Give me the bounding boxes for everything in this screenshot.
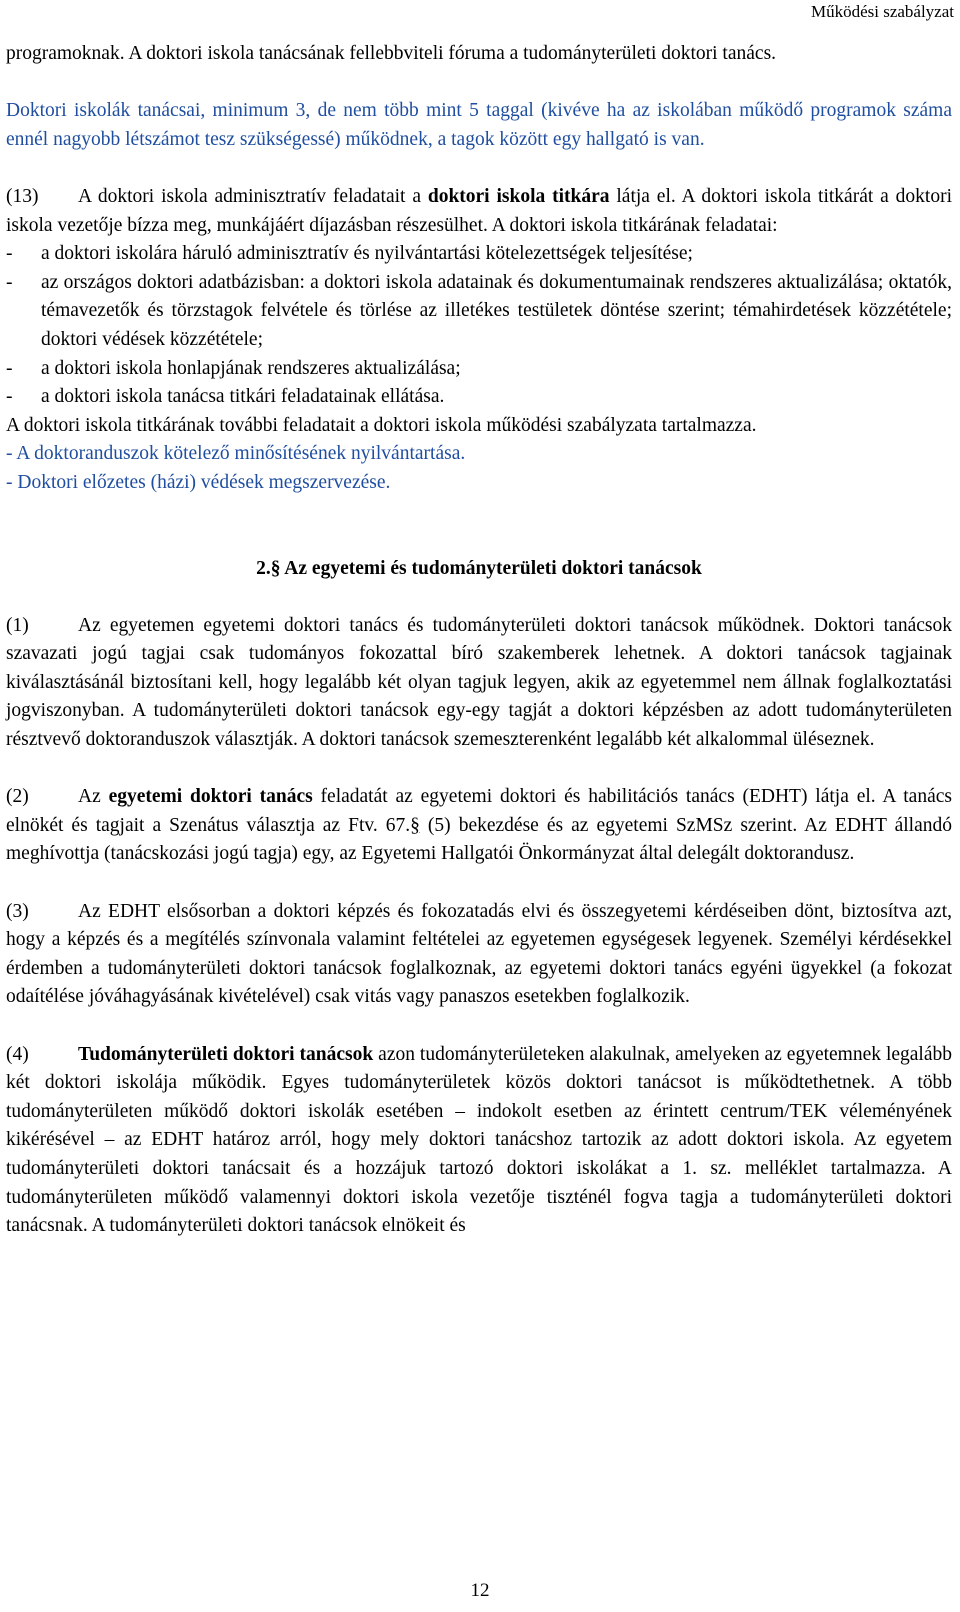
paragraph-text: feladatát az egyetemi doktori és habilitációs tanács (EDHT) látja el. A tanács elnökét és tagjait a Szenátus választja az Ftv. 67.: [6, 786, 952, 836]
paragraph-councils-highlighted: Doktori iskolák tanácsai, minimum 3, de nem több mint 5 taggal (kivéve ha az iskolában működő programok száma ennél nagyobb létszámot tesz szükségessé) működnek, a tagok között egy hallgató is van.: [6, 100, 952, 150]
list-item: [6, 269, 952, 355]
page-number: 12: [470, 1580, 490, 1601]
highlighted-list-item: - A doktoranduszok kötelező minősítésének nyilvántartása.: [6, 443, 466, 465]
paragraph-gap: [6, 869, 952, 898]
paragraph-text: Az EDHT elsősorban a doktori képzés és fokozatadás elvi és összegyetemi kérdéseiben dönt, biztosítva azt, hogy a képzés és a megítélés színvonala valamint feltételei az egyetemen egységesek legyenek. Személyi kérdésekkel érdemben a tudományterületi doktori tanácsok foglalkoznak, az egyetemi doktori tanács egyéni ügyekkel (a fokozat odaítélése jóváhagyásának kivételével) csak vitás vagy panaszos esetekben foglalkozik.: [6, 900, 952, 1008]
paragraph-gap: [6, 154, 952, 183]
paragraph-text: Az egyetemen egyetemi doktori tanács és tudományterületi doktori tanácsok működnek. Doktori tanácsok szavazati jogú tagjai csak tudományos fokozattal bíró szakemberek lehetnek. A doktori tanácsok tagjainak kiválasztásánál biztosítani kell, hogy legalább két olyan tagjuk legyen, akik az egyetemmel nem állnak foglalkoztatási jogviszonyban. A tudományterületi doktori tanácsok egy-egy tagját a doktori képzésben az adott tudományterületen résztvevő doktoranduszok választják. A doktori tanácsok szemeszterenként legalább két alkalommal üléseznek.: [6, 614, 952, 751]
list-item-text: az országos doktori adatbázisban: a doktori iskola adatainak és dokumentumainak rendszeres aktualizálása; oktatók, témavezetők és törzstagok felvétele és törlése az illetékes testületek döntése szerint; témahirdetések közzététele; doktori védések közzététele;: [41, 271, 952, 350]
paragraph-number: (2): [6, 786, 29, 808]
paragraph-gap: [6, 755, 952, 784]
list-item-text: a doktori iskola honlapjának rendszeres aktualizálása;: [41, 357, 461, 379]
section-heading: [6, 555, 952, 584]
paragraph-gap: [6, 583, 952, 612]
section-spacer: [6, 498, 952, 555]
list-item: [6, 240, 952, 269]
running-header: Működési szabályzat: [810, 2, 954, 21]
paragraph-bold-term: doktori iskola titkára: [427, 185, 610, 207]
section2-paragraph-4: [6, 1041, 952, 1241]
bullet-dash: -: [6, 357, 13, 379]
paragraph-text: látja el. A doktori iskola titkárát a doktori iskola vezetője bízza meg, munkájáért díjazásban részesülhet. A doktori iskola titkárának feladatai:: [6, 185, 952, 236]
section-title-text: Az egyetemi és tudományterületi doktori tanácsok: [280, 557, 702, 579]
section2-paragraph-3: [6, 898, 952, 1012]
paragraph-secretary-further-tasks: A doktori iskola titkárának további feladatait a doktori iskola működési szabályzata tartalmazza.: [6, 414, 757, 436]
bullet-dash: -: [6, 271, 13, 293]
paragraph-gap: [6, 1012, 952, 1041]
paragraph-intro-continuation: programoknak. A doktori iskola tanácsának fellebbviteli fóruma a tudományterületi doktori tanács.: [6, 43, 777, 64]
section2-paragraph-1: [6, 612, 952, 755]
paragraph-text: (5) bekezdése és az egyetemi SzMSz szerint. Az EDHT állandó meghívottja (tanácskozási jogú tagja) egy, az Egyetemi Hallgatói Önkormányzat által delegált doktorandusz.: [6, 814, 952, 865]
section-number: 2.: [256, 557, 271, 579]
paragraph-number: (4): [6, 1043, 29, 1065]
paragraph-number: (1): [6, 614, 29, 636]
paragraph-bold-term: egyetemi doktori tanács: [108, 786, 313, 808]
page-content: [6, 40, 952, 1241]
section-symbol: §: [410, 814, 420, 836]
paragraph-gap: [6, 69, 952, 98]
list-item: [6, 355, 952, 384]
bullet-dash: -: [6, 386, 13, 408]
list-item-text: a doktori iskola tanácsa titkári feladatainak ellátása.: [41, 386, 445, 408]
paragraph-bold-term: Tudományterületi doktori tanácsok: [78, 1043, 374, 1065]
list-item-text: a doktori iskolára háruló adminisztratív és nyilvántartási kötelezettségek teljesítése;: [41, 243, 693, 265]
paragraph-text: azon tudományterületeken alakulnak, amelyeken az egyetemnek legalább két doktori iskolája működik. Egyes tudományterületek közös doktori tanácsot is működtethetnek. A több tudományterületen működő doktori iskolák esetében – indokolt esetben az érintett centrum/TEK véleményének kikérésével – az EDHT határoz arról, hogy mely doktori tanácshoz tartozik az adott doktori iskola. Az egyetem tudományterületi doktori tanácsait és a hozzájuk tartozó doktori iskolákat a 1. sz. melléklet tartalmazza. A tudományterületen működő valamennyi doktori iskola vezetője tiszténél fogva tagja a tudományterületi doktori tanácsnak. A tudományterületi doktori tanácsok elnökeit és: [6, 1043, 952, 1237]
paragraph-number: (13): [6, 185, 39, 207]
paragraph-text: A doktori iskola adminisztratív feladatait a: [78, 185, 428, 207]
bullet-dash: -: [6, 243, 13, 265]
section2-paragraph-2: [6, 783, 952, 869]
highlighted-list-item: - Doktori előzetes (házi) védések megszervezése.: [6, 471, 391, 493]
paragraph-text: Az: [78, 786, 109, 808]
paragraph-number: (3): [6, 900, 29, 922]
paragraph-13: [6, 183, 952, 240]
section-symbol: §: [270, 557, 281, 579]
list-item: [6, 383, 952, 412]
